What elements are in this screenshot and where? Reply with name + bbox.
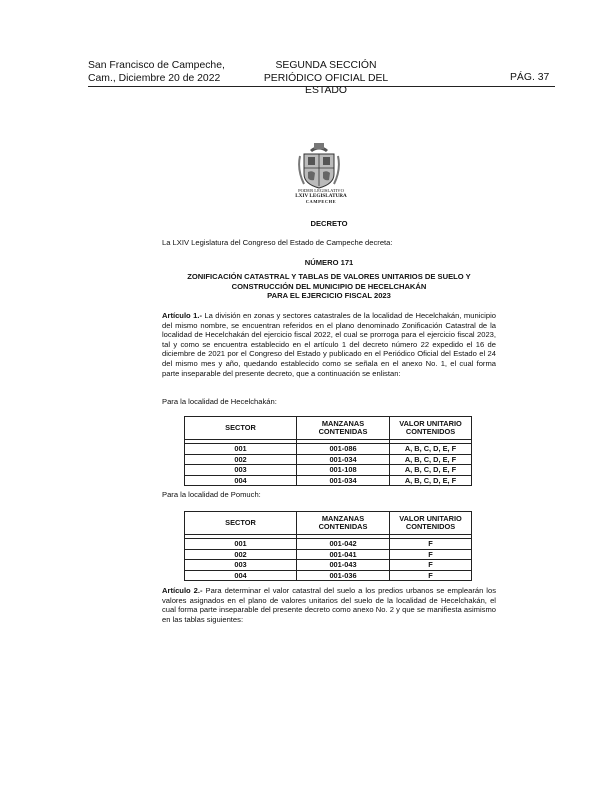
table-hecelchakan: [184, 416, 472, 486]
article-2: [162, 586, 496, 624]
article-1-label: Artículo 1.-: [162, 311, 202, 320]
table-row: 001 001-042 F: [185, 539, 472, 550]
table-row: 001 001-086 A, B, C, D, E, F: [185, 444, 472, 455]
page-number: PÁG. 37: [510, 72, 550, 83]
title-line-1: ZONIFICACIÓN CATASTRAL Y TABLAS DE VALORES UNITARIOS DE SUELO Y: [187, 272, 471, 281]
decreto-heading: DECRETO: [310, 219, 348, 228]
col-sector: SECTOR: [185, 512, 297, 535]
legislature-seal-text: [290, 188, 352, 205]
locality-2-label: Para la localidad de Pomuch:: [162, 490, 261, 499]
table-row: 002 001-034 A, B, C, D, E, F: [185, 454, 472, 465]
seal-line-2: LXIV LEGISLATURA: [295, 192, 347, 199]
col-valor: VALOR UNITARIO CONTENIDOS: [390, 512, 472, 535]
decree-number: NÚMERO 171: [304, 258, 354, 267]
header-center: [246, 60, 406, 98]
col-manzanas: MANZANAS CONTENIDAS: [297, 512, 390, 535]
header-left: [88, 60, 225, 85]
table-row: 004 001-036 F: [185, 570, 472, 581]
header-date: Cam., Diciembre 20 de 2022: [88, 72, 221, 84]
col-manzanas: MANZANAS CONTENIDAS: [297, 417, 390, 440]
article-2-text: Para determinar el valor catastral del suelo a los predios urbanos se emplearán los valores asignados en el plano de valores unitarios del suelo de la localidad de Hecelchakán, el cual forma parte inseparable del presente decreto como anexo No. 2 y que se manifiesta asimismo en las tablas siguientes:: [162, 586, 496, 624]
header-section: SEGUNDA SECCIÓN: [275, 60, 377, 71]
title-line-2: CONSTRUCCIÓN DEL MUNICIPIO DE HECELCHAKÁN: [231, 281, 427, 291]
header-rule: [88, 86, 555, 87]
article-2-label: Artículo 2.-: [162, 586, 203, 595]
col-sector: SECTOR: [185, 417, 297, 440]
intro-paragraph: La LXIV Legislatura del Congreso del Estado de Campeche decreta:: [162, 238, 393, 247]
table-row: 004 001-034 A, B, C, D, E, F: [185, 475, 472, 486]
table-pomuch: [184, 511, 472, 581]
locality-1-label: Para la localidad de Hecelchakán:: [162, 397, 277, 406]
table-row: 002 001-041 F: [185, 549, 472, 560]
header-publication: PERIÓDICO OFICIAL DEL ESTADO: [263, 72, 389, 96]
article-1-text: La división en zonas y sectores catastrales de la localidad de Hecelchakán, municipio del mismo nombre, se encuentran referidos en el plano denominado Zonificación Catastral de la localidad de Hecelchakán del ejercicio fiscal 2022, el cual se prorroga para el ejercicio fiscal 2023, tal y como se encuentra establecido en el artículo 1 del decreto número 22 expedido el 16 de diciembre de 2021 por el Congreso del Estado y publicado en el Periódico Oficial del Estado el 24 del mismo mes y año, quedando establecido como se señala en el anexo No. 1, el cual forma parte inseparable del presente decreto, que a continuación se enlistan:: [162, 311, 496, 378]
col-valor: VALOR UNITARIO CONTENIDOS: [390, 417, 472, 440]
header-city: San Francisco de Campeche,: [88, 60, 225, 71]
table-row: 003 001-108 A, B, C, D, E, F: [185, 465, 472, 476]
title-line-3: PARA EL EJERCICIO FISCAL 2023: [267, 291, 391, 301]
decree-title: [162, 272, 496, 301]
article-1: [162, 311, 496, 378]
table-row: 003 001-043 F: [185, 560, 472, 571]
seal-line-1: PODER LEGISLATIVO: [298, 188, 344, 193]
seal-line-3: CAMPECHE: [305, 199, 337, 205]
